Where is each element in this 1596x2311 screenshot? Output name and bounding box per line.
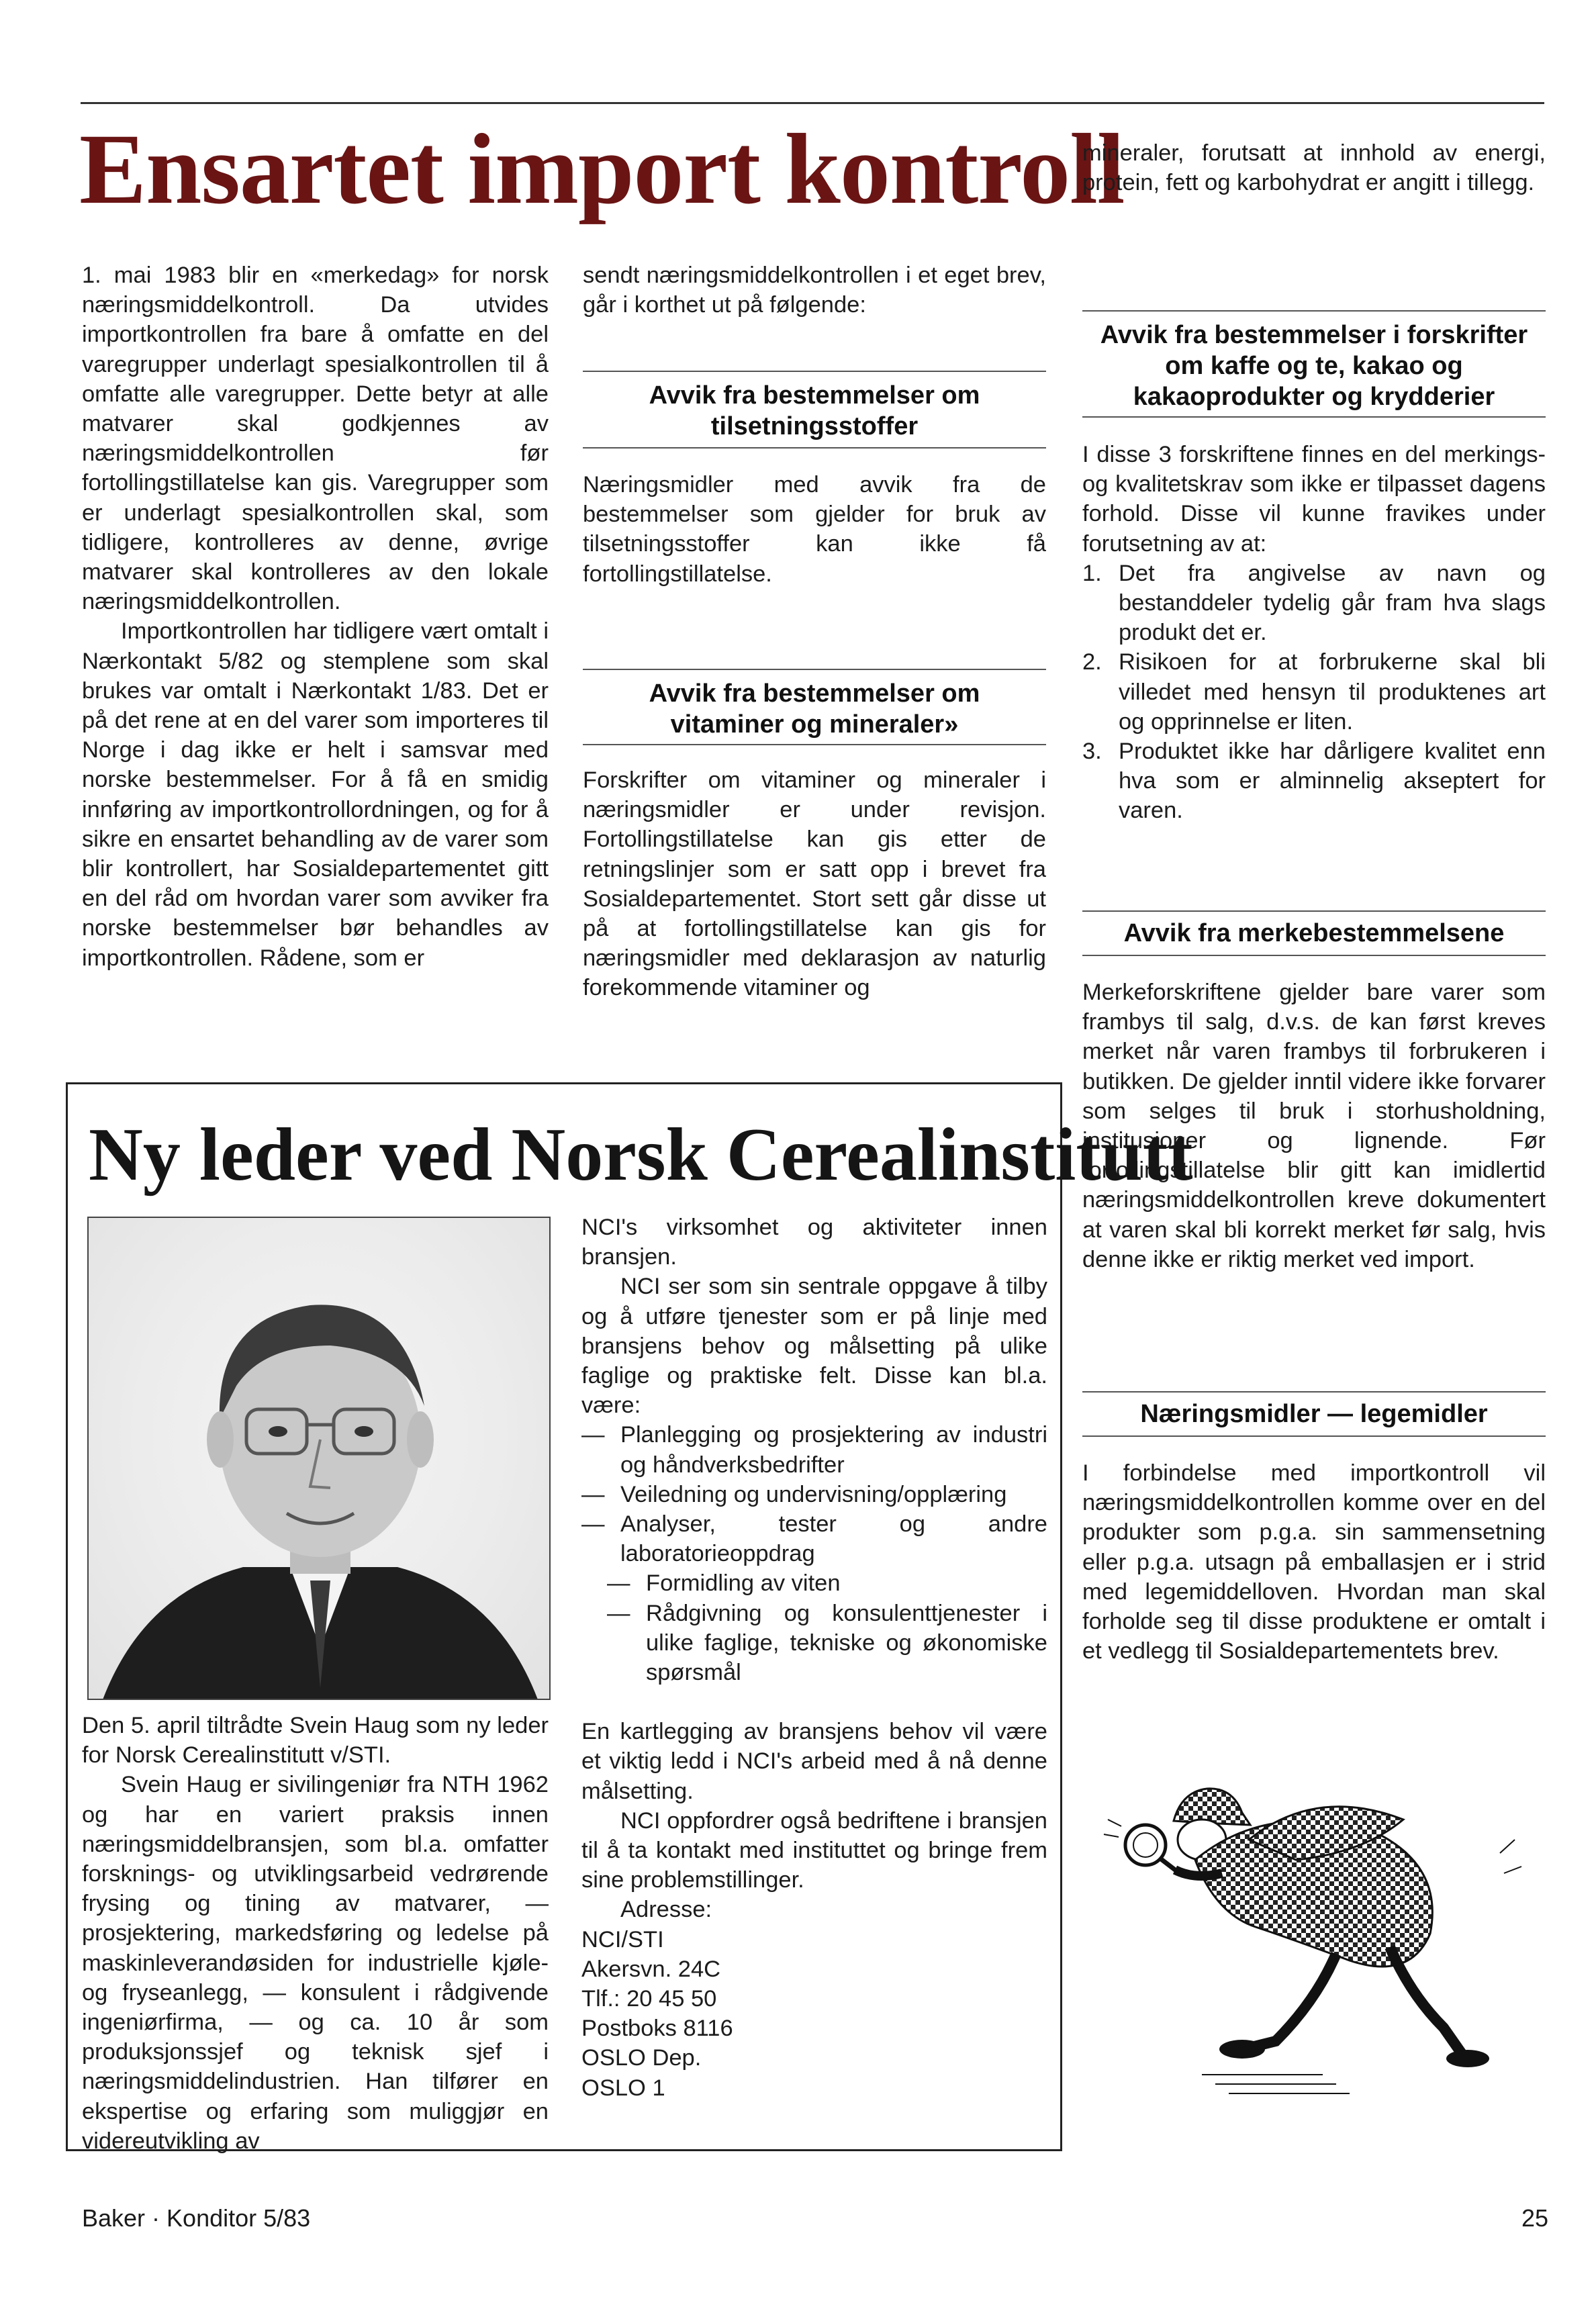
paragraph: NCI oppfordrer også bedriftene i bransjen til å ta kontakt med instituttet og bringe frem sine problemstillinger. [581, 1807, 1047, 1893]
section-rule [1082, 1435, 1546, 1437]
article-title: Ensartet import kontroll [79, 113, 1125, 225]
address-line: Akersvn. 24C [581, 1956, 721, 1982]
article-col2-intro: sendt næringsmiddelkontrollen i et eget brev, går i korthet ut på følgende: [583, 263, 1046, 318]
portrait-figure-icon [89, 1218, 551, 1700]
paragraph: NCI ser som sin sentrale oppgave å tilby og å utføre tjenester som er på linje med bransjens behov og målsetting på ulike faglige og praktiske felt. Disse kan bl.a. være: [581, 1274, 1047, 1419]
section-text-vitamins: Forskrifter om vitaminer og mineraler i næringsmidler er under revisjon. Fortollingstillatelse kan gis etter de retningslinjer som er satt opp i brevet fra Sosialdepartementet. Stort sett går disse ut på at fortollingstillatelse kan gis for næringsmidler med deklarasjon av naturlig forekommende vitaminer og [583, 767, 1046, 1001]
paragraph: Importkontrollen har tidligere vært omtalt i Nærkontakt 5/82 og stemplene som skal brukes var omtalt i Nærkontakt 1/83. Det er på det rene at en del varer som importeres til Norge i dag ikke er helt i samsvar med norske bestemmelser. For å få en smidig innføring av importkontrollordningen, og for å sikre en ensartet behandling av de varer som blir kontrollert, har Sosialdepartementet gitt en del råd om hvordan varer som avviker fra norske bestemmelser bør behandles av importkontrollen. Rådene, som er [82, 618, 549, 971]
section-heading-coffee: Avvik fra bestemmelser i forskrifter om kaffe og te, kakao og kakaoprodukter og krydderier [1100, 321, 1528, 411]
footer-publication: Baker · Konditor 5/83 [82, 2204, 311, 2232]
list-item: — Rådgivning og konsulenttjenester i ulike faglige, tekniske og økonomiske spørsmål [607, 1600, 1047, 1686]
section-rule [583, 669, 1046, 670]
article2-col2 [581, 1213, 1047, 2103]
list-item: — Formidling av viten [607, 1570, 841, 1597]
article2-title: Ny leder ved Norsk Cerealinstitutt [89, 1113, 1193, 1196]
list-item: 1. Det fra angivelse av navn og bestanddeler tydelig går fram hva slags produkt det er. [1082, 560, 1546, 646]
article-col3-intro: mineraler, forutsatt at innhold av energi, protein, fett og karbohydrat er angitt i tillegg. [1082, 140, 1546, 196]
section-text-medicine: I forbindelse med importkontroll vil næringsmiddelkontrollen komme over en del produkter som p.g.a. sin sammensetning eller p.g.a. utsagn på emballasjen er i strid med legemiddelloven. Hvordan man skal forholde seg til disse produktene er omtalt i et vedlegg til Sosialdepartementets brev. [1082, 1460, 1546, 1664]
article2-col1 [82, 1711, 549, 2156]
section-rule [1082, 310, 1546, 312]
condition-list [1082, 559, 1546, 826]
section-rule [583, 371, 1046, 372]
paragraph: Den 5. april tiltrådte Svein Haug som ny leder for Norsk Cerealinstitutt v/STI. [82, 1713, 549, 1768]
paragraph: 1. mai 1983 blir en «merkedag» for norsk næringsmiddelkontroll. Da utvides importkontrollen fra bare å omfatte en del varegrupper underlagt spesialkontrollen til å omfatte alle varegrupper. Dette betyr at alle matvarer skal godkjennes av næringsmiddelkontrollen før fortollingstillatelse kan gis. Varegrupper som er underlagt spesialkontrollen skal, som tidligere, kontrolleres av denne, øvrige matvarer skal kontrolleres av den lokale næringsmiddelkontrollen. [82, 263, 549, 615]
section-rule [1082, 955, 1546, 956]
top-rule [81, 102, 1544, 104]
section-rule [1082, 416, 1546, 418]
section-text-coffee: I disse 3 forskriftene finnes en del merkings- og kvalitetskrav som ikke er tilpasset dagens forhold. Disse vil kunne fravikes under forutsetning av at: 1. Det fra angivelse av navn og bestanddeler tydelig går fram hva slags produkt det er. 2. Risikoen for at forbrukerne skal bli villedet med hensyn til produktenes art og opprinnelse er liten. 3. Produktet ikke har dårligere kvalitet enn hva som er alminnelig akseptert for varen. [1082, 440, 1546, 826]
address-line: OSLO 1 [581, 2075, 665, 2101]
list-item: 3. Produktet ikke har dårligere kvalitet enn hva som er alminnelig akseptert for varen. [1082, 739, 1546, 824]
address-line: Postboks 8116 [581, 2016, 733, 2042]
section-heading-medicine: Næringsmidler — legemidler [1140, 1400, 1488, 1428]
section-heading-vitamins: Avvik fra bestemmelser om vitaminer og mineraler» [649, 679, 980, 739]
section-rule [583, 744, 1046, 745]
list-item: — Veiledning og undervisning/opplæring [581, 1481, 1007, 1507]
section-rule [583, 447, 1046, 449]
section-text-additives: Næringsmidler med avvik fra de bestemmelser som gjelder for bruk av tilsetningsstoffer kan ikke få fortollingstillatelse. [583, 472, 1046, 587]
list-item: 2. Risikoen for at forbrukerne skal bli villedet med hensyn til produktenes art og opprinnelse er liten. [1082, 649, 1546, 735]
section-heading-additives: Avvik fra bestemmelser om tilsetningsstoffer [649, 381, 980, 440]
address-line: OSLO Dep. [581, 2045, 702, 2071]
paragraph: NCI's virksomhet og aktiviteter innen bransjen. [581, 1215, 1047, 1270]
address-line: NCI/STI [581, 1926, 664, 1952]
detective-illustration [1094, 1759, 1538, 2095]
address-block [581, 1925, 1047, 2103]
list-item: — Analyser, tester og andre laboratorieoppdrag [581, 1511, 1047, 1567]
address-label: Adresse: [620, 1897, 712, 1923]
section-rule [1082, 1391, 1546, 1393]
service-list [581, 1420, 1047, 1568]
section-rule [1082, 910, 1546, 912]
paragraph: En kartlegging av bransjens behov vil være et viktig ledd i NCI's arbeid med å nå denne målsetting. [581, 1719, 1047, 1804]
section-text-labeling: Merkeforskriftene gjelder bare varer som frambys til salg, d.v.s. de kan først kreves merket når varen frambys til forbrukeren i butikken. De gjelder inntil videre ikke forvarer som selges til bruk i storhusholdning, institusjoner og lignende. Før fortollingstillatelse blir gitt kan imidlertid næringsmiddelkontrollen kreve dokumentert at varen skal bli korrekt merket før salg, hvis denne ikke er riktig merket ved import. [1082, 980, 1546, 1272]
paragraph: Svein Haug er sivilingeniør fra NTH 1962 og har en variert praksis innen næringsmiddelbransjen, som bl.a. omfatter forsknings- og utviklingsarbeid vedrørende frysing og tining av matvarer, — prosjektering, markedsføring og ledelse på maskinleverandøsiden for industrielle kjøle- og fryseanlegg, — konsulent i rådgivende ingeniørfirma, — og ca. 10 år som produksjonssjef og teknisk sjef i næringsmiddelindustrien. Han tilfører en ekspertise og erfaring som muliggjør en videreutvikling av [82, 1772, 549, 2154]
section-heading-labeling: Avvik fra merkebestemmelsene [1123, 919, 1505, 947]
footer-page-number: 25 [1521, 2204, 1548, 2232]
address-line: Tlf.: 20 45 50 [581, 1986, 717, 2012]
portrait-photo [87, 1217, 551, 1700]
article-col1 [82, 261, 549, 973]
list-item: — Planlegging og prosjektering av industri og håndverksbedrifter [581, 1422, 1047, 1478]
service-sublist [581, 1568, 1047, 1687]
